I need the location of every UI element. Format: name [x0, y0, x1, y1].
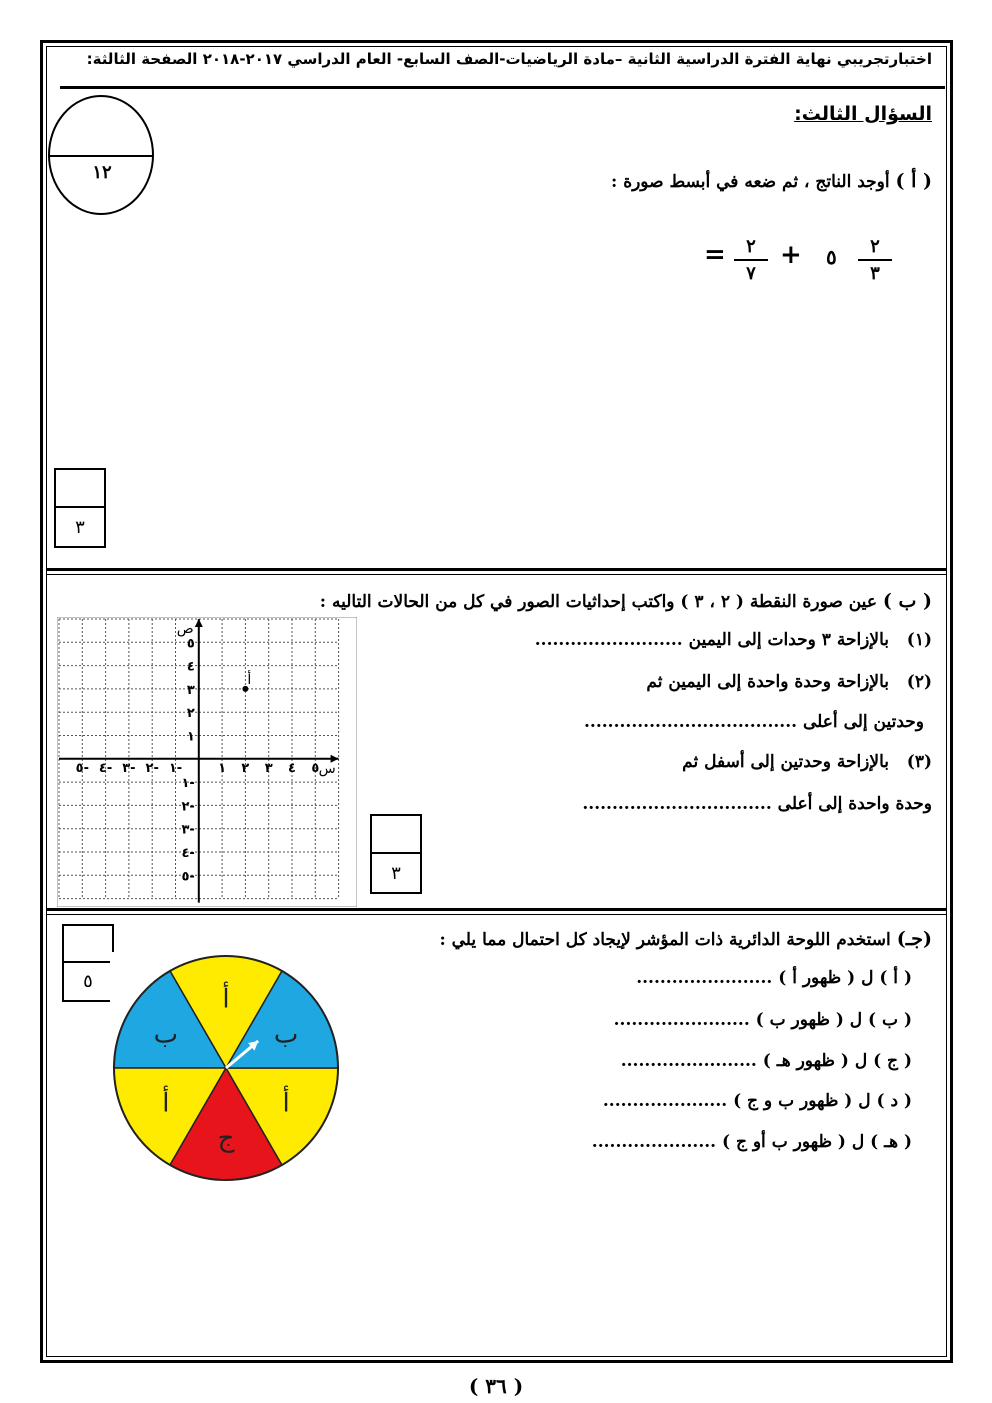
spinner-sector-label: ب	[273, 1019, 299, 1050]
y-tick-label: ١	[186, 729, 195, 745]
part-b-prompt	[320, 590, 932, 612]
fraction-two-thirds	[858, 236, 892, 284]
part-c-score-box	[62, 924, 114, 1002]
y-tick-label: ٢	[186, 706, 195, 722]
part-b-score: ٣	[391, 862, 401, 884]
part-b-score-box	[370, 814, 422, 894]
x-tick-label: ٢-	[145, 760, 159, 776]
frac1-numerator: ٢	[870, 236, 880, 257]
spinner-wheel	[110, 952, 342, 1184]
x-tick-label: ٣	[264, 760, 273, 776]
part-a-score: ٣	[75, 516, 85, 538]
total-score-value: ١٢	[92, 162, 112, 183]
spinner-sector-label: أ	[222, 984, 230, 1015]
y-tick-label: ٥	[186, 636, 195, 652]
x-tick-label: ٣-	[122, 760, 136, 776]
x-tick-label: ٢	[241, 760, 250, 776]
equals-sign: =	[704, 240, 726, 270]
part-b-item-2-cont	[584, 712, 924, 732]
section-divider-1b	[47, 574, 946, 575]
part-b-item-3-cont	[582, 794, 932, 814]
x-tick-label: ٤	[288, 760, 296, 776]
plus-sign: +	[780, 240, 802, 270]
spinner-sector-label: ب	[153, 1019, 179, 1050]
part-c-item-1: ( أ ) ل ( ظهور أ ) .......................	[636, 968, 912, 988]
frac2-denominator: ٧	[746, 263, 756, 284]
y-tick-label: ٤	[186, 659, 195, 675]
part-b-item-2	[646, 672, 932, 692]
y-tick-label: ٥-	[181, 869, 195, 885]
x-tick-label: ٥-	[75, 760, 89, 776]
part-c-item-2: ( ب ) ل ( ظهور ب ) .......................	[613, 1010, 912, 1030]
part-a-text: أوجد الناتج ، ثم ضعه في أبسط صورة :	[611, 172, 890, 192]
page-header: اختبارتجريبي نهاية الفترة الدراسية الثانية –مادة الرياضيات-الصف السابع- العام الدراسي ٢٠١٧-٢٠١٨ الصفحة الثالثة:	[86, 50, 932, 68]
part-a-prompt	[611, 170, 932, 192]
section-divider-1	[47, 568, 946, 571]
spinner-sector-label: ج	[217, 1123, 235, 1154]
section-divider-2b	[47, 914, 946, 915]
part-b-item-1	[535, 630, 932, 650]
part-b-item-3-num: (٣)	[906, 752, 932, 772]
whole-number: ٥	[826, 245, 837, 269]
coordinate-grid	[57, 617, 357, 907]
part-b-item-3-text: بالإزاحة وحدتين إلى أسفل ثم	[682, 752, 889, 772]
x-tick-label: ١	[218, 760, 227, 776]
part-b-text: عين صورة النقطة ( ٢ ، ٣ ) واكتب إحداثيات الصور في كل من الحالات التاليه :	[319, 592, 877, 612]
part-c-text: استخدم اللوحة الدائرية ذات المؤشر لإيجاد كل احتمال مما يلي :	[439, 930, 891, 950]
part-c-score: ٥	[83, 971, 93, 992]
point-a-label: أ	[247, 671, 252, 688]
y-tick-label: ١-	[181, 776, 195, 792]
frac1-bar	[858, 259, 892, 261]
part-c-item-5: ( هـ ) ل ( ظهور ب أو ج ) .....................	[591, 1132, 912, 1152]
header-divider	[60, 86, 945, 89]
part-a-label: ( أ )	[895, 170, 932, 192]
part-b-item-2b-text: وحدتين إلى أعلى ....................................	[584, 712, 924, 732]
spinner-sector-label: أ	[162, 1088, 170, 1119]
part-c-item-4: ( د ) ل ( ظهور ب و ج ) .....................	[602, 1091, 912, 1111]
y-tick-label: ٤-	[181, 846, 195, 861]
x-tick-label: ٤-	[98, 760, 113, 776]
frac2-numerator: ٢	[746, 236, 756, 257]
total-score-circle	[47, 94, 157, 218]
y-tick-label: ٢-	[181, 799, 195, 815]
frac1-denominator: ٣	[870, 263, 880, 284]
part-b-label: ( ب )	[882, 590, 932, 612]
part-b-item-2-num: (٢)	[906, 672, 932, 692]
frac2-bar	[734, 259, 768, 261]
part-c-item-3: ( ج ) ل ( ظهور هـ ) .......................	[620, 1051, 912, 1071]
coordinate-grid-svg	[57, 617, 357, 907]
y-tick-label: ٣-	[181, 822, 195, 838]
x-axis-label: س	[318, 760, 336, 777]
part-c-prompt	[439, 928, 932, 950]
spinner-sector-label: أ	[282, 1088, 290, 1119]
x-tick-label: ٥	[311, 760, 320, 776]
part-a-score-box	[54, 468, 106, 548]
section-divider-2	[47, 908, 946, 911]
y-axis-label: ص	[176, 621, 194, 637]
x-tick-label: ١-	[168, 760, 183, 776]
part-b-item-2-text: بالإزاحة وحدة واحدة إلى اليمين ثم	[646, 672, 889, 692]
fraction-two-sevenths	[734, 236, 768, 284]
part-b-item-1-num: (١)	[906, 630, 932, 650]
y-tick-label: ٣	[186, 682, 195, 698]
part-b-item-3b-text: وحدة واحدة إلى أعلى ................................	[582, 794, 932, 814]
part-c-label: (جـ)	[896, 928, 932, 950]
page-number: ( ٣٦ )	[468, 1374, 524, 1398]
part-b-item-3	[682, 752, 932, 772]
part-b-item-1-text: بالإزاحة ٣ وحدات إلى اليمين .........................	[534, 630, 889, 650]
question-title: السؤال الثالث:	[794, 103, 932, 125]
